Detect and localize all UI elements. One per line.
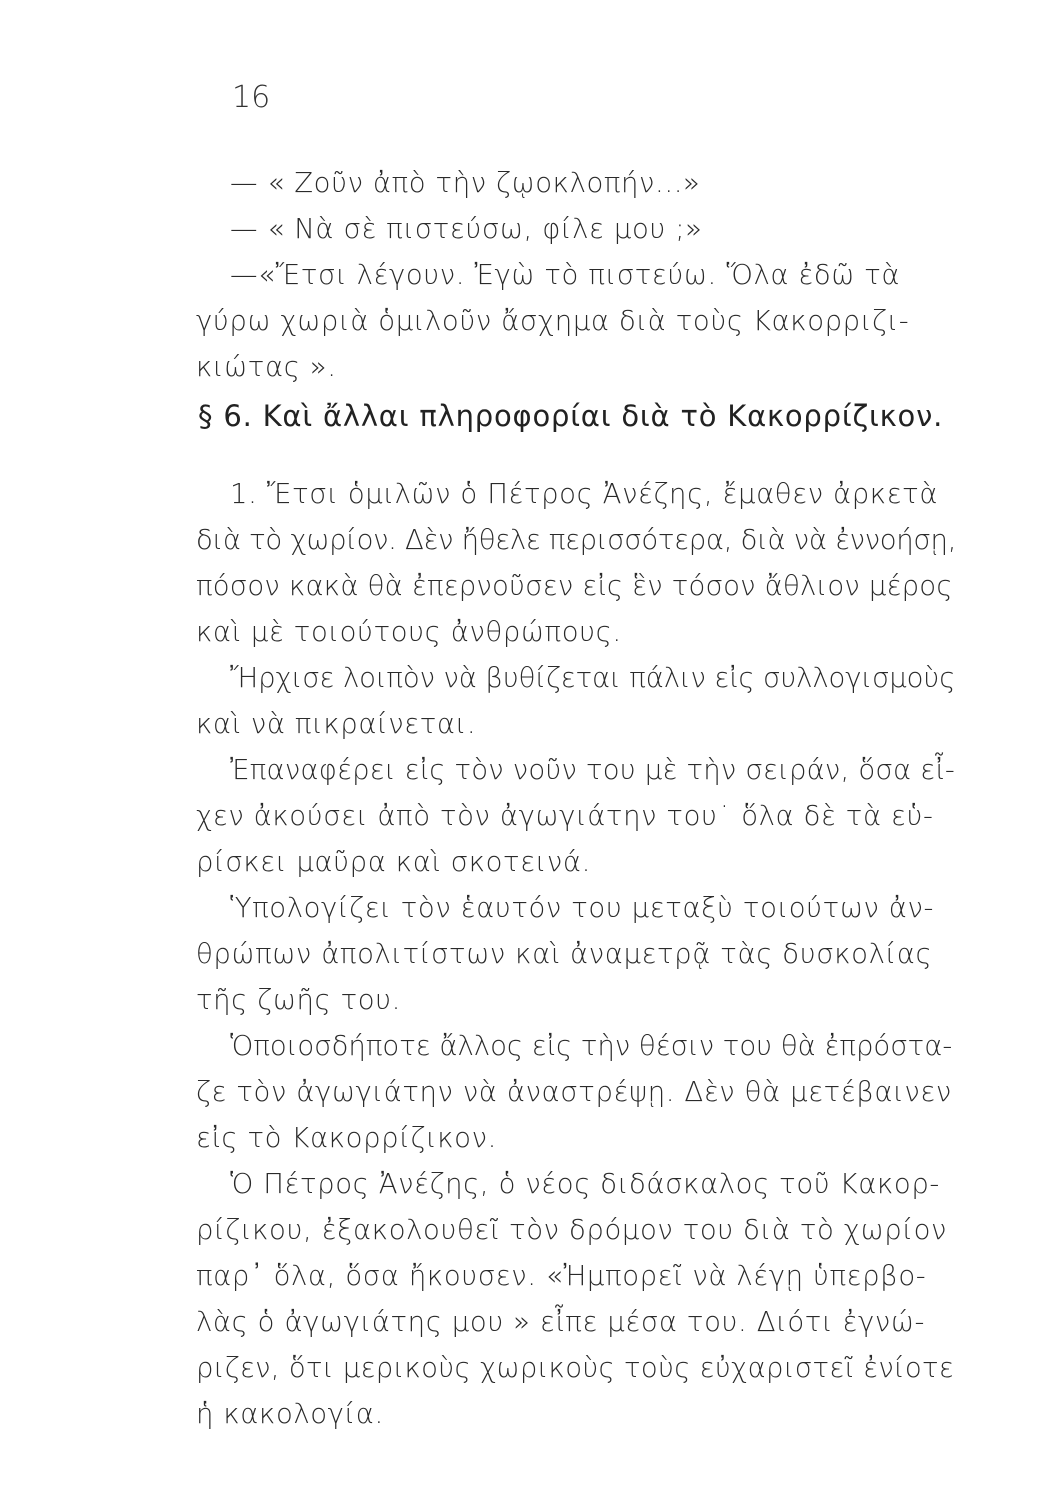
section-heading: § 6. Καὶ ἄλλαι πληροφορίαι διὰ τὸ Κακορρίζικον.	[198, 399, 944, 433]
body-line: εἰς τὸ Κακορρίζικον.	[196, 1122, 497, 1154]
body-line: ρίζικου, ἐξακολουθεῖ τὸν δρόμον του διὰ τὸ χωρίον	[196, 1214, 947, 1246]
body-line: χεν ἀκούσει ἀπὸ τὸν ἀγωγιάτην του˙ ὅλα δὲ τὰ εὑ-	[196, 800, 934, 832]
dialogue-line: —«Ἔτσι λέγουν. Ἐγὼ τὸ πιστεύω. Ὅλα ἐδῶ τὰ	[230, 259, 901, 291]
body-line: ριζεν, ὅτι μερικοὺς χωρικοὺς τοὺς εὐχαριστεῖ ἐνίοτε	[196, 1352, 955, 1384]
dialogue-line: — « Ζοῦν ἀπὸ τὴν ζῳοκλοπήν...»	[230, 167, 701, 199]
page-number: 16	[232, 80, 271, 115]
body-line: τῆς ζωῆς του.	[196, 984, 401, 1016]
body-line: παρ᾽ ὅλα, ὅσα ἤκουσεν. «Ἠμπορεῖ νὰ λέγῃ ὑπερβο-	[196, 1260, 927, 1292]
body-line: Ὑπολογίζει τὸν ἑαυτόν του μεταξὺ τοιούτων ἀν-	[230, 892, 934, 924]
body-line: θρώπων ἀπολιτίστων καὶ ἀναμετρᾷ τὰς δυσκολίας	[196, 938, 933, 970]
body-text	[196, 471, 956, 1437]
body-line: πόσον κακὰ θὰ ἐπερνοῦσεν εἰς ἓν τόσον ἄθλιον μέρος	[196, 570, 953, 602]
body-line: Ὁ Πέτρος Ἀνέζης, ὁ νέος διδάσκαλος τοῦ Κακορ-	[230, 1168, 940, 1200]
body-line: Ὁποιοσδήποτε ἄλλος εἰς τὴν θέσιν του θὰ ἐπρόστα-	[230, 1030, 953, 1062]
dialogue-line: — « Νὰ σὲ πιστεύσω, φίλε μου ;»	[230, 213, 703, 245]
body-line: ἡ κακολογία.	[196, 1398, 384, 1430]
body-line: καὶ νὰ πικραίνεται.	[196, 708, 477, 740]
body-line: λὰς ὁ ἀγωγιάτης μου » εἶπε μέσα του. Διότι ἐγνώ-	[196, 1306, 925, 1338]
dialogue-block	[196, 160, 956, 390]
body-line: Ἐπαναφέρει εἰς τὸν νοῦν του μὲ τὴν σειράν, ὅσα εἶ-	[230, 754, 955, 786]
body-line: διὰ τὸ χωρίον. Δὲν ἤθελε περισσότερα, διὰ νὰ ἐννοήσῃ,	[196, 524, 957, 556]
body-line: Ἤρχισε λοιπὸν νὰ βυθίζεται πάλιν εἰς συλλογισμοὺς	[230, 662, 956, 694]
dialogue-line: κιώτας ».	[196, 351, 337, 383]
body-line: καὶ μὲ τοιούτους ἀνθρώπους.	[196, 616, 622, 648]
body-line: ρίσκει μαῦρα καὶ σκοτεινά.	[196, 846, 591, 878]
dialogue-line: γύρω χωριὰ ὁμιλοῦν ἄσχημα διὰ τοὺς Κακορριζι-	[196, 305, 910, 337]
body-line: ζε τὸν ἀγωγιάτην νὰ ἀναστρέψῃ. Δὲν θὰ μετέβαινεν	[196, 1076, 952, 1108]
body-line: 1. Ἔτσι ὁμιλῶν ὁ Πέτρος Ἀνέζης, ἔμαθεν ἀρκετὰ	[230, 478, 939, 510]
